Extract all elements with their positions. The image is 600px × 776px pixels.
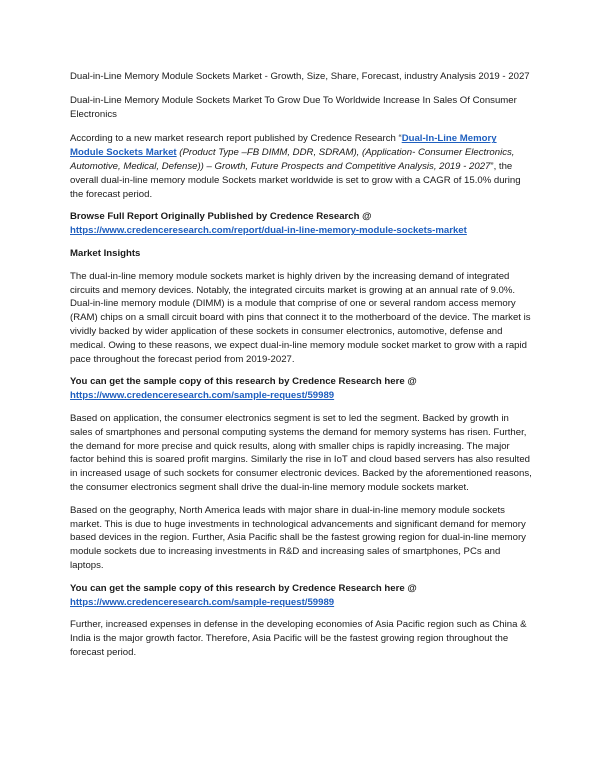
intro-italic-details: (Product Type –FB DIMM, DDR, SDRAM), (Application- Consumer Electronics, Automotive, Medical, Defense)) – Growth, Future Prospects and Competitive Analysis, 2019 - 2027 <box>70 147 515 172</box>
browse-report-heading: Browse Full Report Originally Published by Credence Research @ <box>70 211 372 223</box>
application-paragraph: Based on application, the consumer electronics segment is set to led the segment. Backed by growth in sales of smartphones and personal computing systems the demand for memory systems has risen. Further, the demand for more precise and quick results, along with smaller chips is rapidly increasing. The major factor behind this is soared profit margins. Similarly the rise in IoT and cloud based servers has also resulted in increased usage of such sockets for consumer electronic devices. Backed by the aforementioned reasons, the consumer electronics segment shall drive the dual-in-line memory module sockets market. <box>70 412 532 493</box>
browse-report-link[interactable]: https://www.credenceresearch.com/report/dual-in-line-memory-module-sockets-market <box>70 225 467 237</box>
closing-paragraph: Further, increased expenses in defense in the developing economies of Asia Pacific region such as China & India is the major growth factor. Therefore, Asia Pacific will be the fastest growing region throughout the forecast period. <box>70 619 527 658</box>
document-title: Dual-in-Line Memory Module Sockets Market - Growth, Size, Share, Forecast, industry Analysis 2019 - 2027 <box>70 71 530 82</box>
market-insights-paragraph: The dual-in-line memory module sockets market is highly driven by the increasing demand of integrated circuits and memory devices. Notably, the integrated circuits market is growing at an annual rate of 9.0%. Dual-in-line memory module (DIMM) is a module that comprise of one or several random access memory (RAM) chips on a small circuit board with pins that connect it to the motherboard of the device. The market is vividly backed by wider application of these sockets in consumer electronics, automotive, defense and medical. Owing to these reasons, we expect dual-in-line memory module socket market to grow with a rapid pace throughout the forecast period from 2019-2027. <box>70 270 531 365</box>
sample-request-heading-1: You can get the sample copy of this research by Credence Research here @ <box>70 376 417 388</box>
sample-request-block-2 <box>70 582 532 610</box>
sample-request-heading-2: You can get the sample copy of this research by Credence Research here @ <box>70 582 417 594</box>
geography-paragraph: Based on the geography, North America leads with major share in dual-in-line memory module sockets market. This is due to huge investments in technological advancements and significant demand for memory based devices in the region. Further, Asia Pacific shall be the fastest growing region for dual-in-line memory module sockets due to increasing investments in R&D and increasing sales of smartphones, PCs and laptops. <box>70 504 526 571</box>
intro-paragraph <box>70 132 532 201</box>
browse-report-block <box>70 210 532 238</box>
intro-tail: ”, the overall dual-in-line memory module Sockets market worldwide is set to grow with a CAGR of 15.0% during the forecast period. <box>70 160 521 200</box>
sample-request-link-1[interactable]: https://www.credenceresearch.com/sample-request/59989 <box>70 390 335 402</box>
sample-request-link-2[interactable]: https://www.credenceresearch.com/sample-request/59989 <box>70 596 335 608</box>
report-title-link[interactable]: Dual-In-Line Memory Module Sockets Market <box>70 133 497 159</box>
intro-lead: According to a new market research report published by Credence Research “ <box>70 133 402 145</box>
sample-request-block-1 <box>70 375 532 403</box>
document-subtitle: Dual-in-Line Memory Module Sockets Market To Grow Due To Worldwide Increase In Sales Of Consumer Electronics <box>70 94 517 120</box>
market-insights-heading: Market Insights <box>70 247 141 259</box>
